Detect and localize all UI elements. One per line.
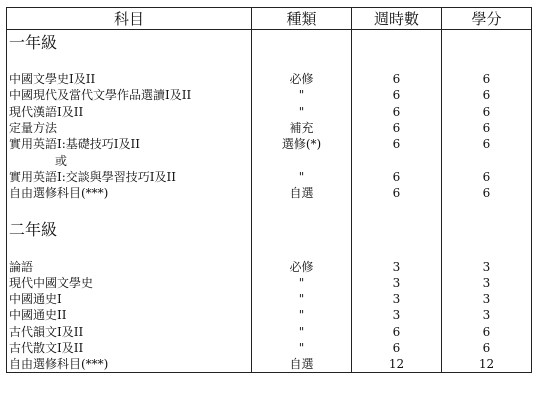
subject-cell: 中國現代及當代文學作品選讀I及II <box>7 87 252 103</box>
hours-cell: 6 <box>352 324 442 340</box>
type-cell: " <box>252 291 352 307</box>
credits-cell: 6 <box>442 324 532 340</box>
credits-cell: 6 <box>442 120 532 136</box>
credits-cell: 6 <box>442 136 532 152</box>
credits-cell: 6 <box>442 185 532 201</box>
section-title-row <box>7 30 532 56</box>
type-cell: " <box>252 275 352 291</box>
hours-cell: 6 <box>352 136 442 152</box>
credits-cell: 6 <box>442 71 532 87</box>
table-row <box>7 291 532 307</box>
spacer-row <box>7 201 532 217</box>
type-cell: " <box>252 87 352 103</box>
hours-cell: 12 <box>352 356 442 373</box>
type-cell: 必修 <box>252 71 352 87</box>
credits-cell: 3 <box>442 307 532 323</box>
hours-cell: 6 <box>352 185 442 201</box>
subject-cell: 現代漢語I及II <box>7 104 252 120</box>
subject-cell: 中國通史II <box>7 307 252 323</box>
table-row <box>7 152 532 168</box>
subject-cell: 實用英語I:交談與學習技巧I及II <box>7 169 252 185</box>
hours-cell: 6 <box>352 169 442 185</box>
hours-cell <box>352 152 442 168</box>
type-cell: " <box>252 324 352 340</box>
header-weekly-hours: 週時數 <box>352 8 442 30</box>
hours-cell: 3 <box>352 258 442 274</box>
credits-cell: 3 <box>442 275 532 291</box>
curriculum-table <box>6 7 532 373</box>
header-subject: 科目 <box>7 8 252 30</box>
subject-cell: 中國文學史I及II <box>7 71 252 87</box>
type-cell: 補充 <box>252 120 352 136</box>
type-cell: 自選 <box>252 356 352 373</box>
credits-cell: 6 <box>442 340 532 356</box>
type-cell: 選修(*) <box>252 136 352 152</box>
hours-cell: 6 <box>352 120 442 136</box>
type-cell <box>252 152 352 168</box>
hours-cell: 6 <box>352 340 442 356</box>
type-cell: " <box>252 307 352 323</box>
table-row <box>7 340 532 356</box>
hours-cell: 3 <box>352 275 442 291</box>
table-row <box>7 120 532 136</box>
subject-cell: 中國通史I <box>7 291 252 307</box>
section-title-year-1: 一年級 <box>7 30 252 56</box>
credits-cell: 6 <box>442 87 532 103</box>
table-row <box>7 169 532 185</box>
header-row <box>7 8 532 30</box>
table-row <box>7 136 532 152</box>
type-cell: 必修 <box>252 258 352 274</box>
or-connector: 或 <box>7 152 252 168</box>
type-cell: 自選 <box>252 185 352 201</box>
credits-cell: 3 <box>442 291 532 307</box>
subject-cell: 古代韻文I及II <box>7 324 252 340</box>
header-type: 種類 <box>252 8 352 30</box>
hours-cell: 3 <box>352 291 442 307</box>
table-row <box>7 87 532 103</box>
subject-cell: 現代中國文學史 <box>7 275 252 291</box>
table-row <box>7 185 532 201</box>
subject-cell: 古代散文I及II <box>7 340 252 356</box>
table-row <box>7 275 532 291</box>
subject-cell: 論語 <box>7 258 252 274</box>
credits-cell <box>442 152 532 168</box>
credits-cell: 12 <box>442 356 532 373</box>
section-title-row <box>7 217 532 242</box>
section-title-year-2: 二年級 <box>7 217 252 242</box>
hours-cell: 3 <box>352 307 442 323</box>
subject-cell: 自由選修科目(***) <box>7 185 252 201</box>
subject-cell: 實用英語I:基礎技巧I及II <box>7 136 252 152</box>
hours-cell: 6 <box>352 104 442 120</box>
subject-cell: 自由選修科目(***) <box>7 356 252 373</box>
subject-cell: 定量方法 <box>7 120 252 136</box>
table-row <box>7 356 532 373</box>
header-credits: 學分 <box>442 8 532 30</box>
table-row <box>7 71 532 87</box>
credits-cell: 6 <box>442 169 532 185</box>
hours-cell: 6 <box>352 71 442 87</box>
table-row <box>7 258 532 274</box>
hours-cell: 6 <box>352 87 442 103</box>
type-cell: " <box>252 104 352 120</box>
credits-cell: 3 <box>442 258 532 274</box>
type-cell: " <box>252 169 352 185</box>
table-row <box>7 307 532 323</box>
table-row <box>7 104 532 120</box>
spacer-row <box>7 55 532 71</box>
credits-cell: 6 <box>442 104 532 120</box>
type-cell: " <box>252 340 352 356</box>
spacer-row <box>7 242 532 258</box>
table-row <box>7 324 532 340</box>
